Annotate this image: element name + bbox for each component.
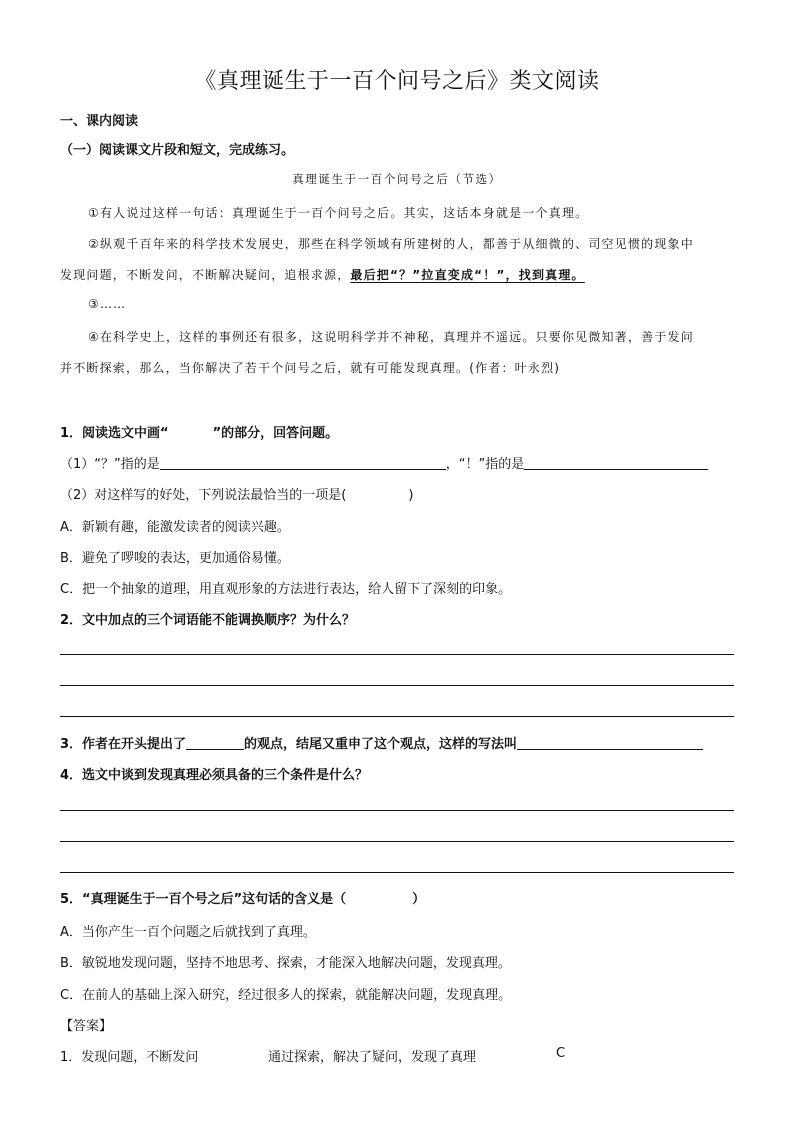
section-heading: 一、课内阅读 bbox=[60, 114, 139, 129]
passage-paragraph-2-line-1: ②纵观千百年来的科学技术发展史，那些在科学领域有所建树的人，都善于从细微的、司空见惯的现象中 bbox=[88, 237, 694, 251]
answer-line[interactable] bbox=[60, 716, 734, 717]
answer-blank-technique[interactable] bbox=[517, 735, 703, 750]
answer-line[interactable] bbox=[60, 872, 734, 873]
question-5-stem: 5．“真理诞生于一百个号之后”这句话的含义是（ bbox=[60, 892, 347, 907]
answer-1-part-3: C bbox=[556, 1046, 566, 1061]
passage-paragraph-1: ①有人说过这样一句话：真理诞生于一百个问号之后。其实，这话本身就是一个真理。 bbox=[88, 206, 589, 220]
answer-line[interactable] bbox=[60, 685, 734, 686]
answer-line[interactable] bbox=[60, 841, 734, 842]
passage-paragraph-2-line-2 bbox=[60, 266, 585, 283]
question-1-stem-a: 1．阅读选文中画“ bbox=[60, 426, 169, 441]
page-title: 《真理诞生于一百个问号之后》类文阅读 bbox=[194, 69, 600, 94]
underlined-sentence: 最后把“？”拉直变成“！”，找到真理。 bbox=[350, 268, 585, 282]
answer-1-part-1: 1．发现问题，不断发问 bbox=[60, 1050, 199, 1065]
question-3 bbox=[60, 733, 703, 752]
question-3-part-b: 的观点，结尾又重申了这个观点，这样的写法叫 bbox=[244, 737, 518, 752]
option-c: C．把一个抽象的道理，用直观形象的方法进行表达，给人留下了深刻的印象。 bbox=[60, 582, 512, 597]
question-2: 2．文中加点的三个词语能不能调换顺序？为什么？ bbox=[60, 613, 356, 628]
option-b: B．避免了啰唆的表达，更加通俗易懂。 bbox=[60, 551, 290, 566]
question-1 bbox=[60, 422, 338, 441]
question-4: 4．选文中谈到发现真理必须具备的三个条件是什么？ bbox=[60, 768, 369, 783]
answer-blank-viewpoint[interactable] bbox=[186, 735, 244, 750]
option-c: C．在前人的基础上深入研究，经过很多人的探索，就能解决问题，发现真理。 bbox=[60, 988, 512, 1003]
answer-line[interactable] bbox=[60, 654, 734, 655]
answer-1-part-2: 通过探索，解决了疑问，发现了真理 bbox=[268, 1050, 477, 1065]
passage-text: 发现问题，不断发问，不断解决疑问，追根求源， bbox=[60, 268, 351, 282]
question-5 bbox=[60, 888, 425, 907]
passage-title: 真理诞生于一百个问号之后（节选） bbox=[292, 172, 502, 186]
sub-1-label-b: ，“！”指的是 bbox=[445, 457, 525, 472]
sub-2-stem: （2）对这样写的好处，下列说法最恰当的一项是( bbox=[60, 488, 347, 503]
question-1-stem-b: ”的部分，回答问题。 bbox=[212, 426, 339, 441]
answer-heading: 【答案】 bbox=[60, 1019, 113, 1034]
question-5-close: ） bbox=[412, 892, 426, 907]
answer-line[interactable] bbox=[60, 810, 734, 811]
sub-1-label-a: （1）“？”指的是 bbox=[60, 457, 160, 472]
sub-2-close: ) bbox=[408, 488, 414, 503]
passage-paragraph-4-line-1: ④在科学史上，这样的事例还有很多，这说明科学并不神秘，真理并不遥远。只要你见微知著，善于发问 bbox=[88, 330, 694, 344]
passage-paragraph-4-line-2: 并不断探索，那么，当你解决了若干个问号之后，就有可能发现真理。(作者：叶永烈) bbox=[60, 361, 561, 375]
option-b: B．敏锐地发现问题，坚持不地思考、探索，才能深入地解决问题，发现真理。 bbox=[60, 956, 511, 971]
question-3-part-a: 3．作者在开头提出了 bbox=[60, 737, 187, 752]
answer-blank-exclamation[interactable] bbox=[524, 455, 708, 470]
answer-blank-question-mark[interactable] bbox=[160, 455, 446, 470]
passage-paragraph-3: ③…… bbox=[88, 297, 127, 311]
option-a: A．当你产生一百个问题之后就找到了真理。 bbox=[60, 925, 316, 940]
question-1-sub-2 bbox=[60, 484, 413, 503]
question-1-sub-1 bbox=[60, 453, 708, 472]
subsection-heading: （一）阅读课文片段和短文，完成练习。 bbox=[60, 143, 295, 158]
option-a: A．新颖有趣，能激发读者的阅读兴趣。 bbox=[60, 520, 290, 535]
